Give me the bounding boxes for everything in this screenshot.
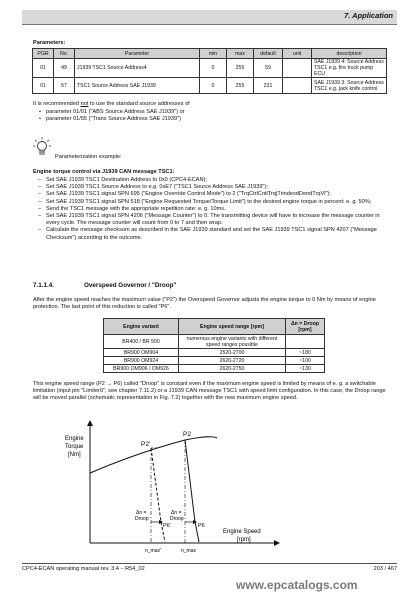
table-cell: J1939 TSC1 Source Address4 [75, 59, 200, 78]
column-header: max [227, 49, 254, 59]
table-cell: SAE J1939 3: Source Address TSC1 e.g. jack knife control [312, 78, 387, 94]
table-cell: ~180 [286, 349, 325, 357]
torque-curve [90, 437, 217, 473]
list-item: – Calculate the message checksum as described in the SAE J1939 standard and set the SAE J1939 TSC1 signal SPN 4207 ("Message Checksum") according to the outcome. [46, 227, 391, 241]
section-header: 7. Application [344, 11, 393, 20]
parameters-title: Parameters: [33, 40, 66, 46]
lightbulb-icon [33, 137, 51, 157]
droop-paragraph: This engine speed range (P2 → P6) called "Droop" is constant even if the maximum engine speed is limited by means of e. g. a switchable limitation (input pin "Limiter0", see chapter 7.11.2) or a J1939 CAN message TSC1 with speed limit configuration. In this case, the Droop range will be moved parallel (schematic representation in Fig. 7.2) together with the new maximum engine speed. [33, 381, 386, 402]
table-cell: BR900 OM906 / OM926 [104, 365, 179, 373]
column-header: default [254, 49, 283, 59]
example-label: Parameterization example: [55, 154, 122, 160]
table-row [104, 349, 325, 357]
table-cell: 2620-2750 [179, 365, 286, 373]
table-row [104, 335, 325, 349]
table-cell: 255 [227, 59, 254, 78]
column-header: Engine variant [104, 319, 179, 335]
shifted-droop-line [151, 448, 161, 522]
table-cell: 0 [200, 78, 227, 94]
label-dn-1: Δn = [136, 510, 147, 516]
column-header: No. [54, 49, 75, 59]
recommend-pre: It is recommended [33, 101, 81, 107]
footer-divider [22, 563, 397, 564]
table-cell: 49 [54, 59, 75, 78]
column-header: description [312, 49, 387, 59]
column-header: PGR [33, 49, 54, 59]
table-cell: 01 [33, 78, 54, 94]
section-title: Overspeed Governor / "Droop" [84, 282, 177, 289]
label-droop-1: Droop [135, 516, 149, 522]
table-row [104, 365, 325, 373]
label-dn-2: Δn = [171, 510, 182, 516]
table-cell: 231 [254, 78, 283, 94]
column-header: Δn = Droop [rpm] [286, 319, 325, 335]
column-header: min [200, 49, 227, 59]
footer-page-number: 203 / 467 [373, 566, 397, 572]
label-p6: P6 [198, 523, 205, 529]
list-item: – Set SAE J1939 TSC1 signal SPN 4206 ("Message Counter") to 0. The transmitting device will have to increase the message counter in every cycle. The message counter will count from 0 to 7 and then wrap. [46, 213, 391, 227]
list-item: – Send the TSC1 message with the appropriate repetition rate: e. g. 10ms. [46, 206, 391, 213]
table-header-row [33, 49, 387, 59]
y-axis-label-1: Engine [65, 436, 84, 442]
table-cell: 01 [33, 59, 54, 78]
table-row [33, 59, 387, 78]
table-cell: BR400 / BR 500 [104, 335, 179, 349]
y-axis-label-3: [Nm] [68, 452, 81, 458]
table-cell: TSC1 Source Address SAE J1939 [75, 78, 200, 94]
column-header: Engine speed range [rpm] [179, 319, 286, 335]
label-nmax-prime: n_max' [145, 548, 161, 554]
table-cell: 255 [227, 78, 254, 94]
droop-diagram [55, 418, 285, 558]
table-row [33, 78, 387, 94]
label-p2: P2 [183, 431, 191, 438]
table-cell [283, 78, 312, 94]
table-cell: ~100 [286, 357, 325, 365]
table-cell: 57 [54, 78, 75, 94]
list-item: • parameter 01/55 ("Trans Source Address SAE J1939") [46, 116, 386, 123]
footer-left: CPC4-ECAN operating manual rev. 3.4 – R54_02 [22, 566, 145, 572]
table-cell: BR900 OM904 [104, 349, 179, 357]
table-cell: numerous engine variants with different speed ranges possible [179, 335, 286, 349]
watermark: www.epcatalogs.com [236, 578, 358, 592]
table-cell: 2620-2720 [179, 357, 286, 365]
section-paragraph: After the engine speed reaches the maximum value ("P2") the Overspeed Governor adjusts the engine torque to 0 Nm by means of engine protection. The last point of this reduction is called "P6". [33, 297, 376, 311]
table-cell: BR900 OM924 [104, 357, 179, 365]
x-axis-label-2: [rpm] [237, 537, 251, 543]
torque-steps-list [38, 177, 391, 242]
section-number: 7.1.1.4. [33, 282, 55, 289]
column-header: unit [283, 49, 312, 59]
table-cell: 59 [254, 59, 283, 78]
label-p2-prime: P2' [141, 441, 151, 448]
recommend-list [36, 109, 386, 123]
list-item: • parameter 01/01 ("ABS Source Address SAE J1939") or [46, 109, 386, 116]
list-item: – Set SAE J1939 TSC1 signal SPN 695 ("Engine Override Control Mode") to 2 ("TrqCtrlCntlTrq|TrindexdDendTrqVl"); [46, 191, 391, 198]
table-header-row [104, 319, 325, 335]
recommend-not: not [80, 101, 89, 107]
list-item: – Set SAE J1939 TSC1 signal SPN 518 ("Engine Requested Torque/Torque Limit") to the desired engine torque in percent: e. g. 50%; [46, 199, 391, 206]
label-droop-2: Droop [170, 516, 184, 522]
y-axis-label-2: Torque [65, 444, 84, 450]
column-header: Parameter [75, 49, 200, 59]
list-item: – Set SAE J1939 TSC1 Destination Address to 0x0 (CPC4-ECAN); [46, 177, 391, 184]
recommend-post: to use the standard source addresses of [88, 101, 190, 107]
table-cell: 2520-2700 [179, 349, 286, 357]
header-bar [22, 10, 397, 25]
table-cell [283, 59, 312, 78]
parameters-table [32, 48, 387, 94]
list-item: – Set SAE J1939 TSC1 Source Address to e.g. 0xE7 ("TSC1 Source Address SAE J1939"); [46, 184, 391, 191]
x-axis-label-1: Engine Speed [223, 529, 261, 535]
engine-variant-table [103, 318, 325, 373]
table-cell: ~130 [286, 365, 325, 373]
table-cell [286, 335, 325, 349]
recommendation-text [33, 101, 388, 108]
table-cell: 0 [200, 59, 227, 78]
torque-heading: Engine torque control via J1939 CAN message TSC1: [33, 169, 175, 175]
label-nmax: n_max [181, 548, 197, 554]
table-row [104, 357, 325, 365]
table-cell: SAE J1939 4: Source Address TSC1 e.g. fire truck pump ECU [312, 59, 387, 78]
label-p6-prime: P6' [163, 523, 171, 529]
droop-line [185, 440, 195, 522]
